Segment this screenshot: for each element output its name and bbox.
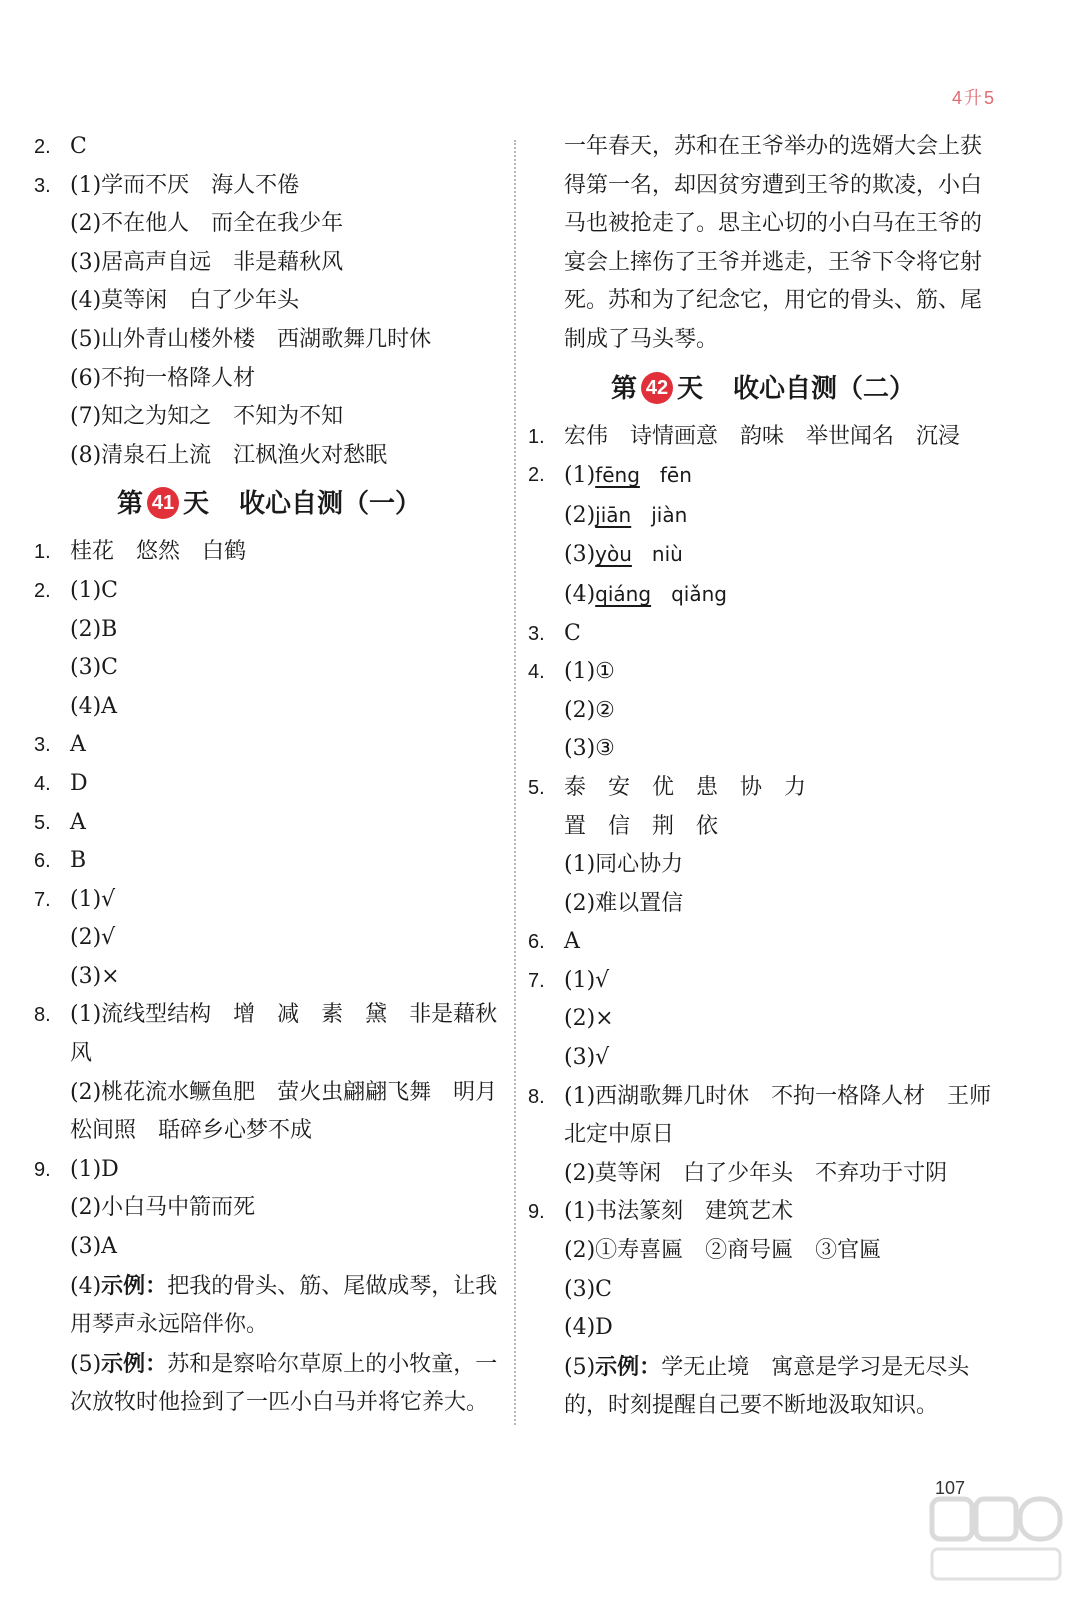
answer-text: 泰 安 优 患 协 力 xyxy=(564,774,807,800)
answer-text: (1)西湖歌舞几时休 不拘一格降人材 王师北定中原日 xyxy=(564,1083,992,1148)
right-column xyxy=(528,128,998,1426)
day-section-title xyxy=(34,475,504,533)
answer-sub-line xyxy=(528,1000,998,1039)
answer-text: (1)流线型结构 增 减 素 黛 非是藉秋风 xyxy=(70,1002,498,1067)
question-number: 5. xyxy=(34,811,51,834)
answer-item xyxy=(34,842,504,881)
page-number: 107 xyxy=(935,1478,966,1498)
answer-text: (2)难以置信 xyxy=(564,890,684,916)
day-number-badge: 41 xyxy=(147,487,179,519)
sub-label: (1) xyxy=(564,463,596,489)
answer-text: (7)知之为知之 不知为不知 xyxy=(70,404,344,430)
question-number: 1. xyxy=(34,541,51,564)
question-number: 5. xyxy=(528,776,545,799)
answer-sub-line xyxy=(34,611,504,650)
answer-text: (4)莫等闲 白了少年头 xyxy=(70,288,300,314)
answer-text: (3)③ xyxy=(564,736,615,762)
answer-text xyxy=(528,1348,998,1426)
answer-sub-line xyxy=(34,1267,504,1345)
answer-text: (1)C xyxy=(70,577,118,603)
answer-sub-line xyxy=(34,360,504,399)
question-number: 8. xyxy=(34,1004,51,1027)
answer-sub-line xyxy=(34,1074,504,1151)
answer-sub-line xyxy=(528,1155,998,1194)
day-section-name: 收心自测（二） xyxy=(733,373,916,404)
question-number: 6. xyxy=(528,931,545,954)
pinyin-other: qiǎng xyxy=(671,581,727,606)
answer-text xyxy=(34,1345,504,1423)
example-text: 把我的骨头、筋、尾做成琴，让我用琴声永远陪伴你。 xyxy=(70,1273,498,1338)
question-number: 4. xyxy=(528,661,545,684)
answer-item xyxy=(528,653,998,692)
example-label: 示例： xyxy=(101,1350,168,1377)
question-number: 3. xyxy=(34,734,51,757)
answer-item xyxy=(528,923,998,962)
sub-label: (5) xyxy=(564,1354,596,1380)
answer-text: (2)莫等闲 白了少年头 不弃功于寸阴 xyxy=(564,1160,948,1186)
answer-text: (6)不拘一格降人材 xyxy=(70,365,256,391)
answer-sub-line xyxy=(528,575,998,615)
answer-text: B xyxy=(70,848,87,874)
answer-sub-line xyxy=(528,808,998,847)
pinyin-pair xyxy=(595,503,687,527)
answer-item xyxy=(34,726,504,765)
answer-sub-line xyxy=(34,919,504,958)
answer-text: (2)× xyxy=(564,1006,614,1032)
question-number: 7. xyxy=(34,888,51,911)
answer-text: (5)山外青山楼外楼 西湖歌舞几时休 xyxy=(70,326,432,352)
left-column xyxy=(34,128,504,1423)
answer-sub-line xyxy=(34,321,504,360)
answer-sub-line xyxy=(528,1232,998,1271)
answer-text: (1)D xyxy=(70,1156,119,1182)
question-number: 2. xyxy=(528,464,545,487)
day-suffix: 天 xyxy=(676,373,703,404)
answer-text: (1)√ xyxy=(564,967,610,993)
answer-sub-line xyxy=(528,1348,998,1426)
question-number: 7. xyxy=(528,969,545,992)
pinyin-pair xyxy=(595,463,692,487)
answer-sub-line xyxy=(34,1345,504,1423)
answer-item xyxy=(528,615,998,654)
example-text: 学无止境 寓意是学习是无尽头的，时刻提醒自己要不断地汲取知识。 xyxy=(564,1354,970,1419)
answer-sub-line xyxy=(528,692,998,731)
pinyin-other: niù xyxy=(651,542,683,567)
sub-label: (4) xyxy=(70,1273,102,1299)
day-suffix: 天 xyxy=(182,489,209,520)
answer-item xyxy=(34,765,504,804)
answer-text: A xyxy=(70,732,86,758)
example-label: 示例： xyxy=(101,1272,168,1299)
sub-label: (5) xyxy=(70,1351,102,1377)
answer-sub-line xyxy=(34,205,504,244)
answer-item xyxy=(34,128,504,167)
answer-text: (1)书法篆刻 建筑艺术 xyxy=(564,1199,794,1225)
pinyin-other: fēn xyxy=(659,463,692,488)
answer-text xyxy=(528,575,998,615)
answer-text: (3)居高声自远 非是藉秋风 xyxy=(70,249,344,275)
answer-text xyxy=(528,496,998,536)
answer-sub-line xyxy=(34,688,504,727)
answer-sub-line xyxy=(34,1228,504,1267)
answer-item xyxy=(34,804,504,843)
answer-text: (4)A xyxy=(70,693,118,719)
answer-sub-line xyxy=(528,1271,998,1310)
answer-sub-line xyxy=(528,730,998,769)
pinyin-pair xyxy=(595,582,727,606)
answer-text: (3)A xyxy=(70,1234,118,1260)
day-prefix: 第 xyxy=(610,373,637,404)
watermark-logo xyxy=(924,1491,1064,1586)
question-number: 9. xyxy=(528,1201,545,1224)
answer-sub-line xyxy=(34,282,504,321)
answer-text: (3)C xyxy=(564,1276,612,1302)
answer-sub-line xyxy=(528,1309,998,1348)
question-number: 2. xyxy=(34,136,51,158)
answer-sub-line xyxy=(528,496,998,536)
answer-text: (2)② xyxy=(564,697,615,723)
answer-item xyxy=(34,167,504,206)
answer-item xyxy=(528,418,998,457)
day-section-title xyxy=(528,360,998,418)
answer-text: (2)B xyxy=(70,616,118,642)
answer-item xyxy=(34,1151,504,1190)
answer-sub-line xyxy=(34,649,504,688)
answer-text xyxy=(34,1267,504,1345)
day-prefix: 第 xyxy=(116,489,143,520)
answer-sub-line xyxy=(34,244,504,283)
pinyin-correct: fēng xyxy=(595,463,640,488)
pinyin-correct: qiáng xyxy=(595,581,652,606)
answer-item xyxy=(34,572,504,611)
answer-text: (8)清泉石上流 江枫渔火对愁眠 xyxy=(70,442,388,468)
answer-item xyxy=(34,996,504,1073)
answer-text: (3)C xyxy=(70,655,118,681)
answer-text: C xyxy=(70,134,87,159)
answer-sub-line xyxy=(34,958,504,997)
answer-text: (2)小白马中箭而死 xyxy=(70,1195,256,1221)
day-number-badge: 42 xyxy=(641,372,673,404)
answer-text: D xyxy=(70,770,88,796)
example-text: 苏和是察哈尔草原上的小牧童，一次放牧时他捡到了一匹小白马并将它养大。 xyxy=(70,1351,498,1416)
answer-text: (1)① xyxy=(564,659,615,685)
pinyin-other: jiàn xyxy=(651,502,688,527)
question-number: 6. xyxy=(34,850,51,873)
answer-text: (1)学而不厌 海人不倦 xyxy=(70,172,300,198)
answer-item xyxy=(528,769,998,808)
question-number: 4. xyxy=(34,772,51,795)
answer-text: 一年春天，苏和在王爷举办的选婿大会上获得第一名，却因贫穷遭到王爷的欺凌，小白马也被抢走了。思主心切的小白马在王爷的宴会上摔伤了王爷并逃走，王爷下令将它射死。苏和为了纪念它，用它的骨头、筋、尾制成了马头琴。 xyxy=(564,134,983,352)
sub-label: (2) xyxy=(564,502,596,528)
answer-text: (2)不在他人 而全在我少年 xyxy=(70,211,344,237)
day-section-name: 收心自测（一） xyxy=(239,489,422,520)
answer-item xyxy=(528,1078,998,1155)
sub-label: (3) xyxy=(564,542,596,568)
pinyin-correct: jiān xyxy=(595,502,632,527)
pinyin-pair xyxy=(595,542,683,566)
answer-text: C xyxy=(564,620,581,646)
pinyin-correct: yòu xyxy=(595,542,632,567)
answer-text: (2)①寿喜匾 ②商号匾 ③官匾 xyxy=(564,1238,882,1264)
answer-text: (2)桃花流水鳜鱼肥 萤火虫翩翩飞舞 明月松间照 聒碎乡心梦不成 xyxy=(70,1079,498,1144)
answer-item xyxy=(34,881,504,920)
answer-text xyxy=(528,535,998,575)
answer-text xyxy=(528,456,998,496)
answer-sub-line xyxy=(528,846,998,885)
answer-sub-line xyxy=(528,1039,998,1078)
answer-text: (3)√ xyxy=(564,1045,610,1071)
answer-item xyxy=(528,1193,998,1232)
answer-item xyxy=(528,962,998,1001)
answer-text: A xyxy=(564,929,580,955)
grade-tag: 4升5 xyxy=(951,88,996,108)
answer-text: 桂花 悠然 白鹤 xyxy=(70,539,247,565)
example-label: 示例： xyxy=(595,1353,662,1380)
sub-label: (4) xyxy=(564,581,596,607)
answer-sub-line xyxy=(528,128,998,360)
answer-sub-line xyxy=(34,437,504,476)
answer-text: A xyxy=(70,809,86,835)
column-divider xyxy=(514,140,516,1425)
answer-text: 宏伟 诗情画意 韵味 举世闻名 沉浸 xyxy=(564,423,961,449)
question-number: 1. xyxy=(528,425,545,448)
answer-sub-line xyxy=(34,398,504,437)
answer-item xyxy=(34,533,504,572)
question-number: 9. xyxy=(34,1158,51,1181)
answer-text: (1)同心协力 xyxy=(564,852,684,878)
answer-text: (3)× xyxy=(70,963,120,989)
answer-sub-line xyxy=(34,1189,504,1228)
answer-text: (1)√ xyxy=(70,886,116,912)
question-number: 2. xyxy=(34,579,51,602)
question-number: 8. xyxy=(528,1085,545,1108)
answer-item xyxy=(528,456,998,496)
answer-text: 置 信 荆 依 xyxy=(564,813,719,839)
answer-text: (4)D xyxy=(564,1315,613,1341)
answer-text: (2)√ xyxy=(70,925,116,951)
answer-sub-line xyxy=(528,535,998,575)
answer-sub-line xyxy=(528,885,998,924)
question-number: 3. xyxy=(528,622,545,645)
question-number: 3. xyxy=(34,174,51,197)
